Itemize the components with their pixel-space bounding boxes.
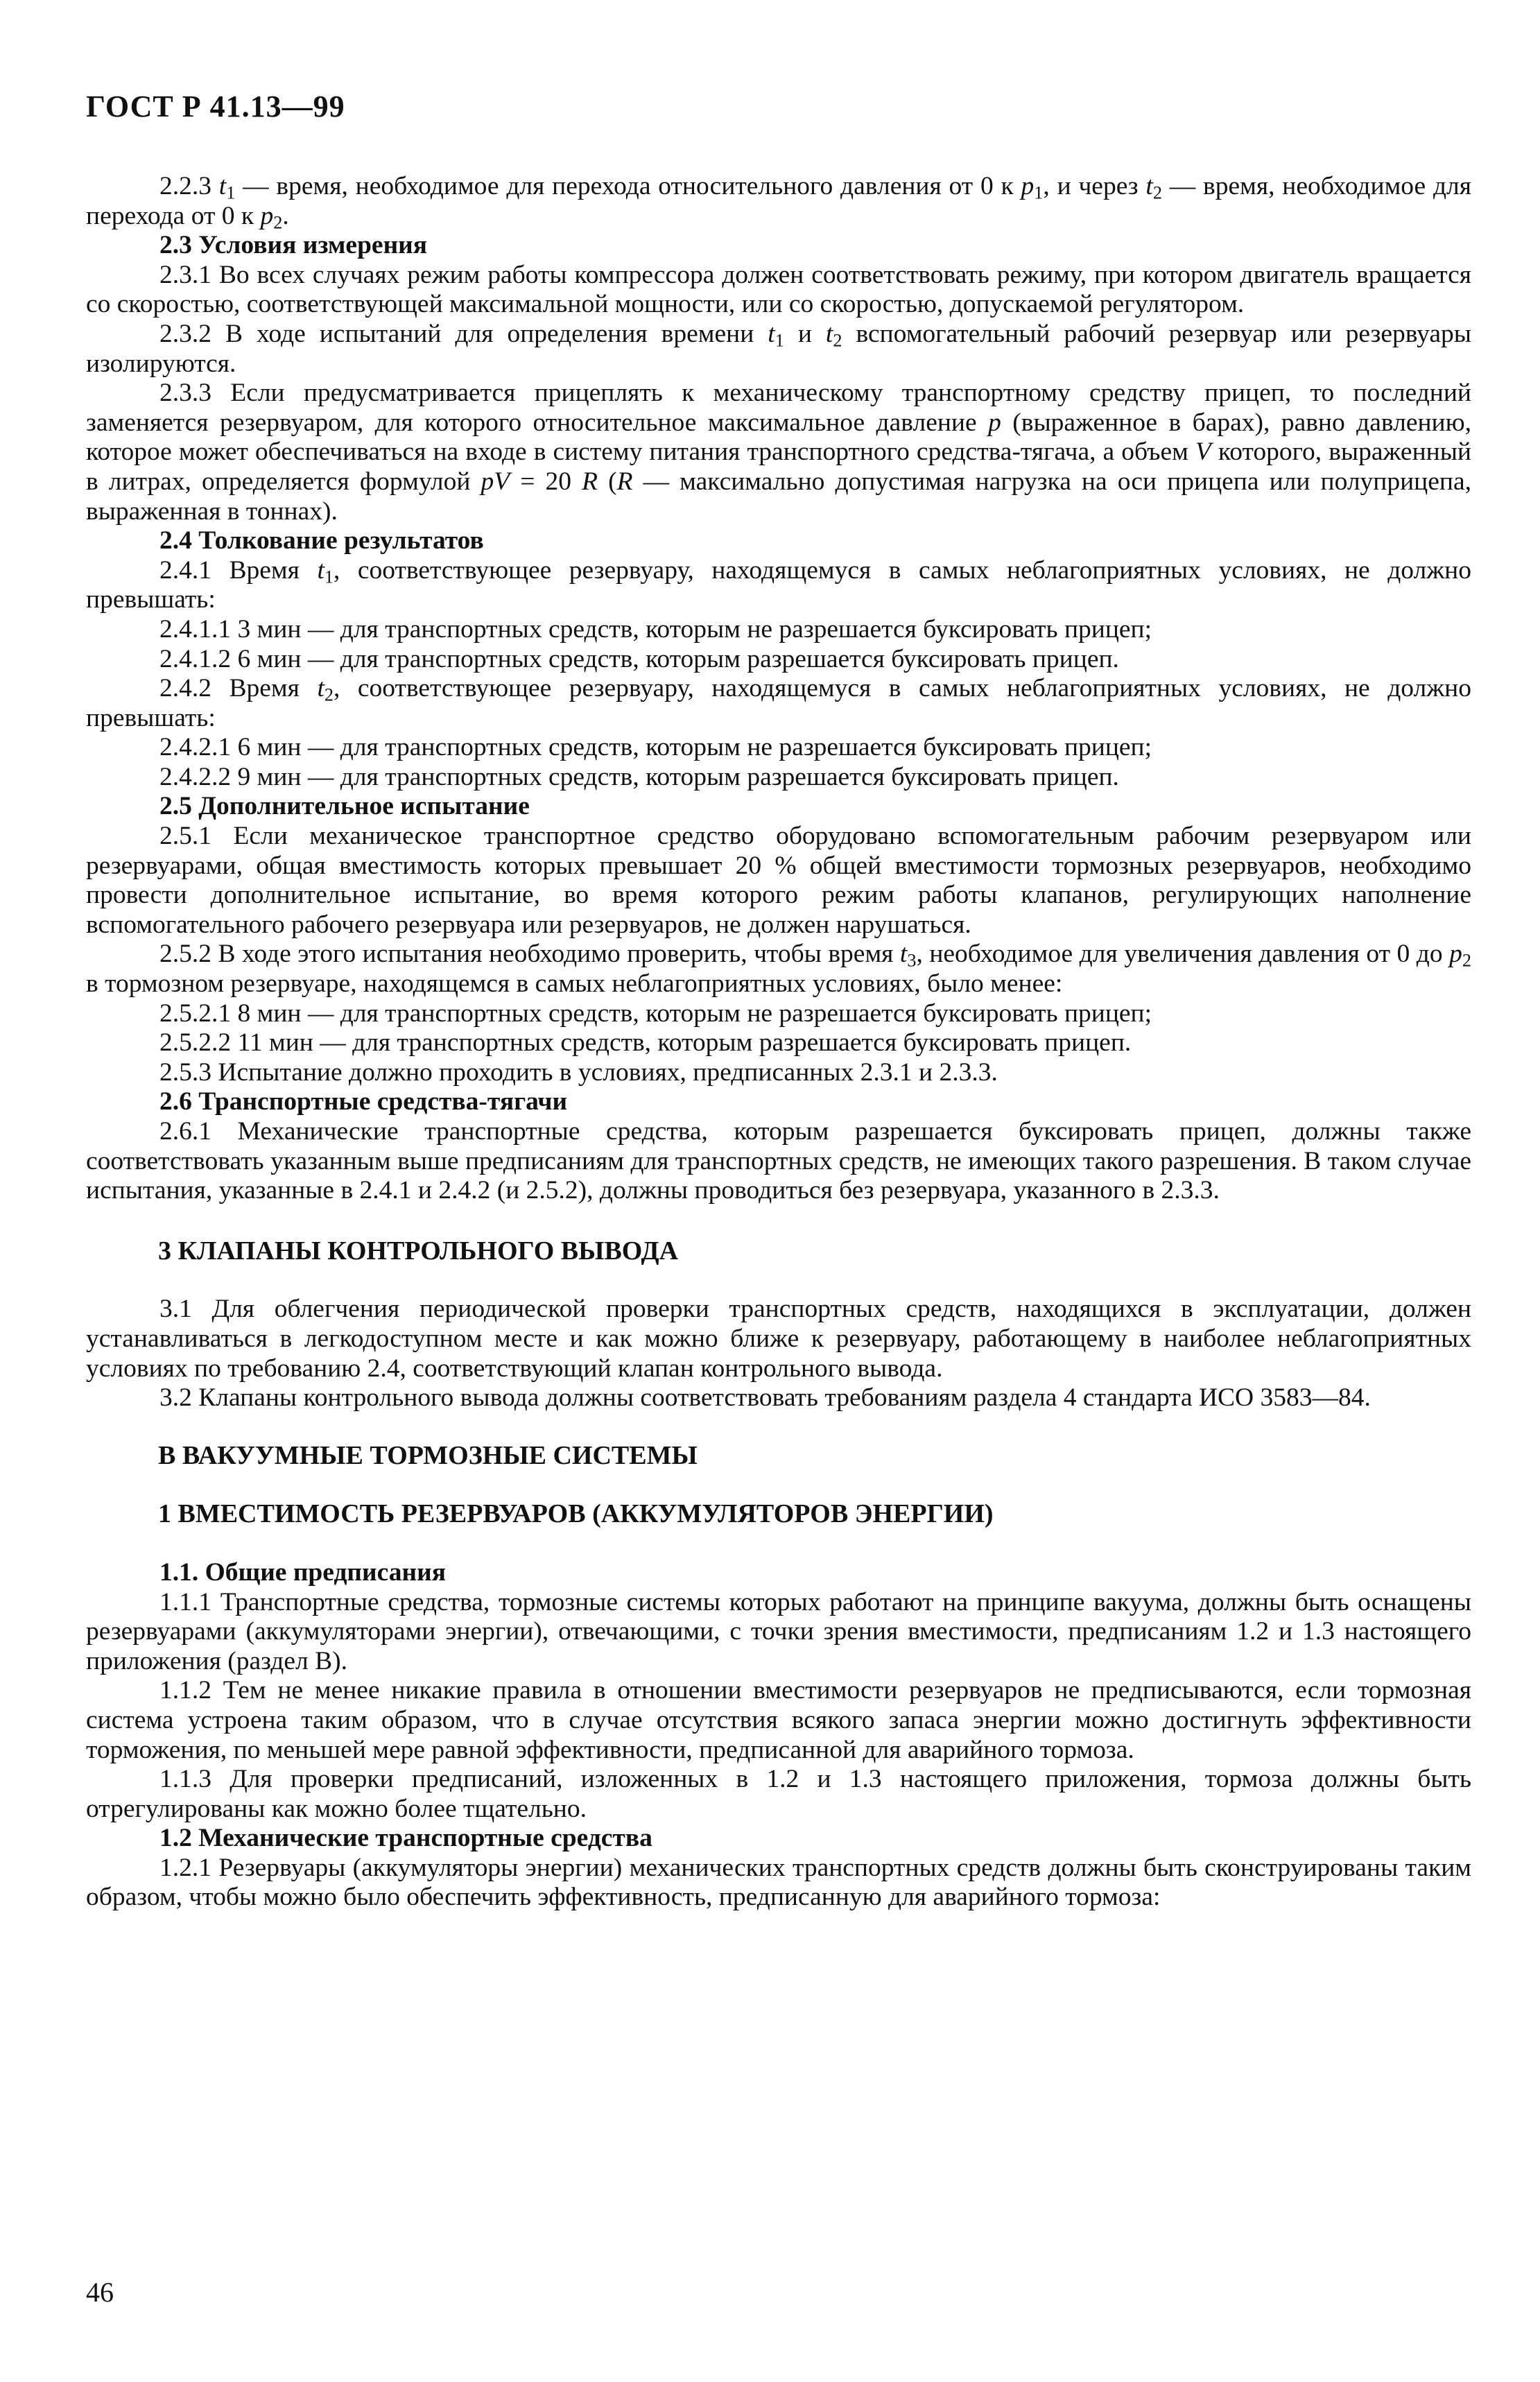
text-run: 3 КЛАПАНЫ КОНТРОЛЬНОГО ВЫВОДА — [158, 1236, 679, 1266]
subsection-heading — [86, 231, 1471, 261]
math-symbol: R — [616, 467, 633, 496]
text-run: , соответствующее резервуару, находящемуся в самых неблагоприятных условиях, не должно превышать: — [86, 555, 1471, 614]
page-header — [86, 89, 345, 124]
paragraph — [86, 615, 1471, 645]
paragraph — [86, 1765, 1471, 1824]
subsection-heading — [86, 526, 1471, 556]
paragraph — [86, 645, 1471, 675]
text-run: 2.5.2.1 8 мин — для транспортных средств, которым не разрешается буксировать прицеп; — [159, 999, 1152, 1028]
paragraph — [86, 1588, 1471, 1677]
paragraph — [86, 999, 1471, 1029]
document-body — [86, 172, 1471, 1913]
paragraph — [86, 556, 1471, 615]
text-run: 2.3 Условия измерения — [159, 231, 428, 260]
text-run: 2.4.2.1 6 мин — для транспортных средств, которым не разрешается буксировать прицеп; — [159, 733, 1152, 762]
text-run: 1.1.2 Тем не менее никакие правила в отношении вместимости резервуаров не предписываются, если тормозная система устроена таким образом, что в случае отсутствия всякого запаса энергии можно достигнуть эффективности торможения, по меньшей мере равной эффективности, предписанной для аварийного тормоза. — [86, 1676, 1471, 1764]
paragraph — [86, 379, 1471, 526]
subscript: 2 — [833, 330, 842, 351]
paragraph — [86, 1676, 1471, 1765]
math-symbol: p — [988, 408, 1001, 437]
section-heading — [158, 1236, 1471, 1266]
section-heading — [158, 1441, 1471, 1471]
text-run: 1.2.1 Резервуары (аккумуляторы энергии) механических транспортных средств должны быть сконструированы таким образом, чтобы можно было обеспечить эффективность, предписанную для аварийного тормоза: — [86, 1853, 1471, 1912]
subscript: 1 — [226, 182, 236, 203]
text-run: = 20 — [510, 467, 582, 496]
text-run: и — [784, 319, 826, 348]
math-symbol: V — [1195, 438, 1211, 467]
subsection-heading — [86, 1558, 1471, 1588]
math-symbol: p — [1449, 940, 1462, 969]
subsection-heading — [86, 1087, 1471, 1117]
paragraph — [86, 1383, 1471, 1413]
paragraph — [86, 320, 1471, 379]
text-run: 2.4.2.2 9 мин — для транспортных средств, которым разрешается буксировать прицеп. — [159, 762, 1119, 791]
math-symbol: pV — [481, 467, 510, 496]
paragraph — [86, 1295, 1471, 1383]
text-run: 2.4 Толкование результатов — [159, 526, 484, 555]
math-symbol: t — [218, 172, 227, 200]
text-run: 2.3.3 Если предусматривается прицеплять к механическому транспортному средству прицеп, то последний заменяется резервуаром, для которого относительное максимальное давление — [86, 379, 1471, 437]
paragraph — [86, 1854, 1471, 1913]
text-run: . — [282, 201, 289, 230]
text-run: 2.3.1 Во всех случаях режим работы компрессора должен соответствовать режиму, при котором двигатель вращается со скоростью, соответствующей максимальной мощности, или со скоростью, допускаемой регулятором. — [86, 260, 1471, 319]
text-run: В ВАКУУМНЫЕ ТОРМОЗНЫЕ СИСТЕМЫ — [158, 1440, 698, 1470]
subscript: 3 — [907, 951, 917, 971]
subscript: 1 — [324, 567, 334, 587]
paragraph — [86, 261, 1471, 320]
math-symbol: t — [899, 940, 908, 969]
text-run: 1.1.3 Для проверки предписаний, изложенных в 1.2 и 1.3 настоящего приложения, тормоза должны быть отрегулированы как можно более тщательно. — [86, 1765, 1471, 1823]
paragraph — [86, 763, 1471, 793]
text-run: 2.6.1 Механические транспортные средства, которым разрешается буксировать прицеп, должны также соответствовать указанным выше предписаниям для транспортных средств, не имеющих такого разрешения. В таком случае испытания, указанные в 2.4.1 и 2.4.2 (и 2.5.2), должны проводиться без резервуара, указанного в 2.3.3. — [86, 1117, 1471, 1205]
subscript: 2 — [273, 212, 283, 233]
paragraph — [86, 940, 1471, 999]
text-run: — максимально допустимая нагрузка на оси прицепа или полуприцепа, выраженная в тоннах). — [86, 467, 1471, 526]
subscript: 2 — [1462, 951, 1471, 971]
paragraph — [86, 1058, 1471, 1088]
subsection-heading — [86, 1824, 1471, 1854]
subsection-heading — [86, 792, 1471, 822]
text-run: , соответствующее резервуару, находящемуся в самых неблагоприятных условиях, не должно превышать: — [86, 674, 1471, 732]
subscript: 2 — [324, 684, 334, 705]
text-run: 2.5.3 Испытание должно проходить в условиях, предписанных 2.3.1 и 2.3.3. — [159, 1058, 998, 1087]
text-run: 2.4.1 Время — [159, 555, 318, 585]
text-run: 2.5.1 Если механическое транспортное средство оборудовано вспомогательным рабочим резервуаром или резервуарами, общая вместимость которых превышает 20 % общей вместимости тормозных резервуаров, необходимо провести дополнительное испытание, во время которого режим работы клапанов, регулирующих наполнение вспомогательного рабочего резервуара или резервуаров, не должен нарушаться. — [86, 822, 1471, 939]
text-run: 1 ВМЕСТИМОСТЬ РЕЗЕРВУАРОВ (АККУМУЛЯТОРОВ ЭНЕРГИИ) — [158, 1499, 994, 1529]
text-run: 2.5.2 В ходе этого испытания необходимо проверить, чтобы время — [159, 940, 900, 969]
page-number: 46 — [86, 2277, 114, 2308]
text-run: 3.1 Для облегчения периодической проверки транспортных средств, находящихся в эксплуатации, должен устанавливаться в легкодоступном месте и как можно ближе к резервуару, работающему в наиболее неблагоприятных условиях по требованию 2.4, соответствующий клапан контрольного вывода. — [86, 1295, 1471, 1383]
math-symbol: t — [317, 555, 325, 585]
paragraph — [86, 1028, 1471, 1058]
text-run: 2.5.2.2 11 мин — для транспортных средств, которым разрешается буксировать прицеп. — [159, 1028, 1132, 1058]
text-run: (выраженное в барах), равно давлению, которое может обеспечиваться на входе в систему питания транспортного средства-тягача, а объем — [86, 408, 1471, 467]
math-symbol: p — [1021, 172, 1035, 200]
math-symbol: p — [260, 201, 274, 230]
paragraph — [86, 172, 1471, 231]
text-run: 2.2.3 — [159, 172, 219, 200]
text-run: которого, выраженный в литрах, определяется формулой — [86, 438, 1471, 496]
text-run: — время, необходимое для перехода относительного давления от 0 к — [235, 172, 1021, 200]
subscript: 1 — [775, 330, 784, 351]
math-symbol: t — [1145, 172, 1153, 200]
text-run: 2.3.2 В ходе испытаний для определения времени — [159, 319, 768, 348]
paragraph — [86, 1117, 1471, 1206]
text-run: ( — [598, 467, 617, 496]
text-run: , и через — [1043, 172, 1146, 200]
subscript: 1 — [1034, 182, 1044, 203]
document-code: ГОСТ Р 41.13—99 — [86, 89, 345, 123]
paragraph — [86, 674, 1471, 733]
text-run: 1.1. Общие предписания — [159, 1557, 446, 1587]
math-symbol: R — [582, 467, 598, 496]
math-symbol: t — [768, 319, 775, 348]
math-symbol: t — [825, 319, 833, 348]
subscript: 2 — [1152, 182, 1162, 203]
text-run: в тормозном резервуаре, находящемся в самых неблагоприятных условиях, было менее: — [86, 969, 1063, 999]
text-run: вспомогательный рабочий резервуар или резервуары изолируются. — [86, 319, 1471, 378]
text-run: 2.6 Транспортные средства-тягачи — [159, 1087, 568, 1116]
section-heading — [158, 1499, 1471, 1529]
text-run: 2.4.1.2 6 мин — для транспортных средств, которым разрешается буксировать прицеп. — [159, 644, 1119, 673]
math-symbol: t — [317, 674, 325, 703]
text-run: — время, необходимое для перехода от 0 к — [86, 172, 1471, 230]
text-run: 2.4.2 Время — [159, 674, 318, 703]
text-run: 2.5 Дополнительное испытание — [159, 792, 530, 821]
paragraph — [86, 733, 1471, 763]
paragraph — [86, 822, 1471, 940]
text-run: 1.2 Механические транспортные средства — [159, 1824, 652, 1853]
text-run: , необходимое для увеличения давления от 0 до — [916, 940, 1450, 969]
text-run: 2.4.1.1 3 мин — для транспортных средств, которым не разрешается буксировать прицеп; — [159, 614, 1152, 644]
text-run: 3.2 Клапаны контрольного вывода должны соответствовать требованиям раздела 4 стандарта ИСО 3583—84. — [159, 1383, 1371, 1413]
text-run: 1.1.1 Транспортные средства, тормозные системы которых работают на принципе вакуума, должны быть оснащены резервуарами (аккумуляторами энергии), отвечающими, с точки зрения вместимости, предписаниям 1.2 и 1.3 настоящего приложения (раздел В). — [86, 1587, 1471, 1675]
